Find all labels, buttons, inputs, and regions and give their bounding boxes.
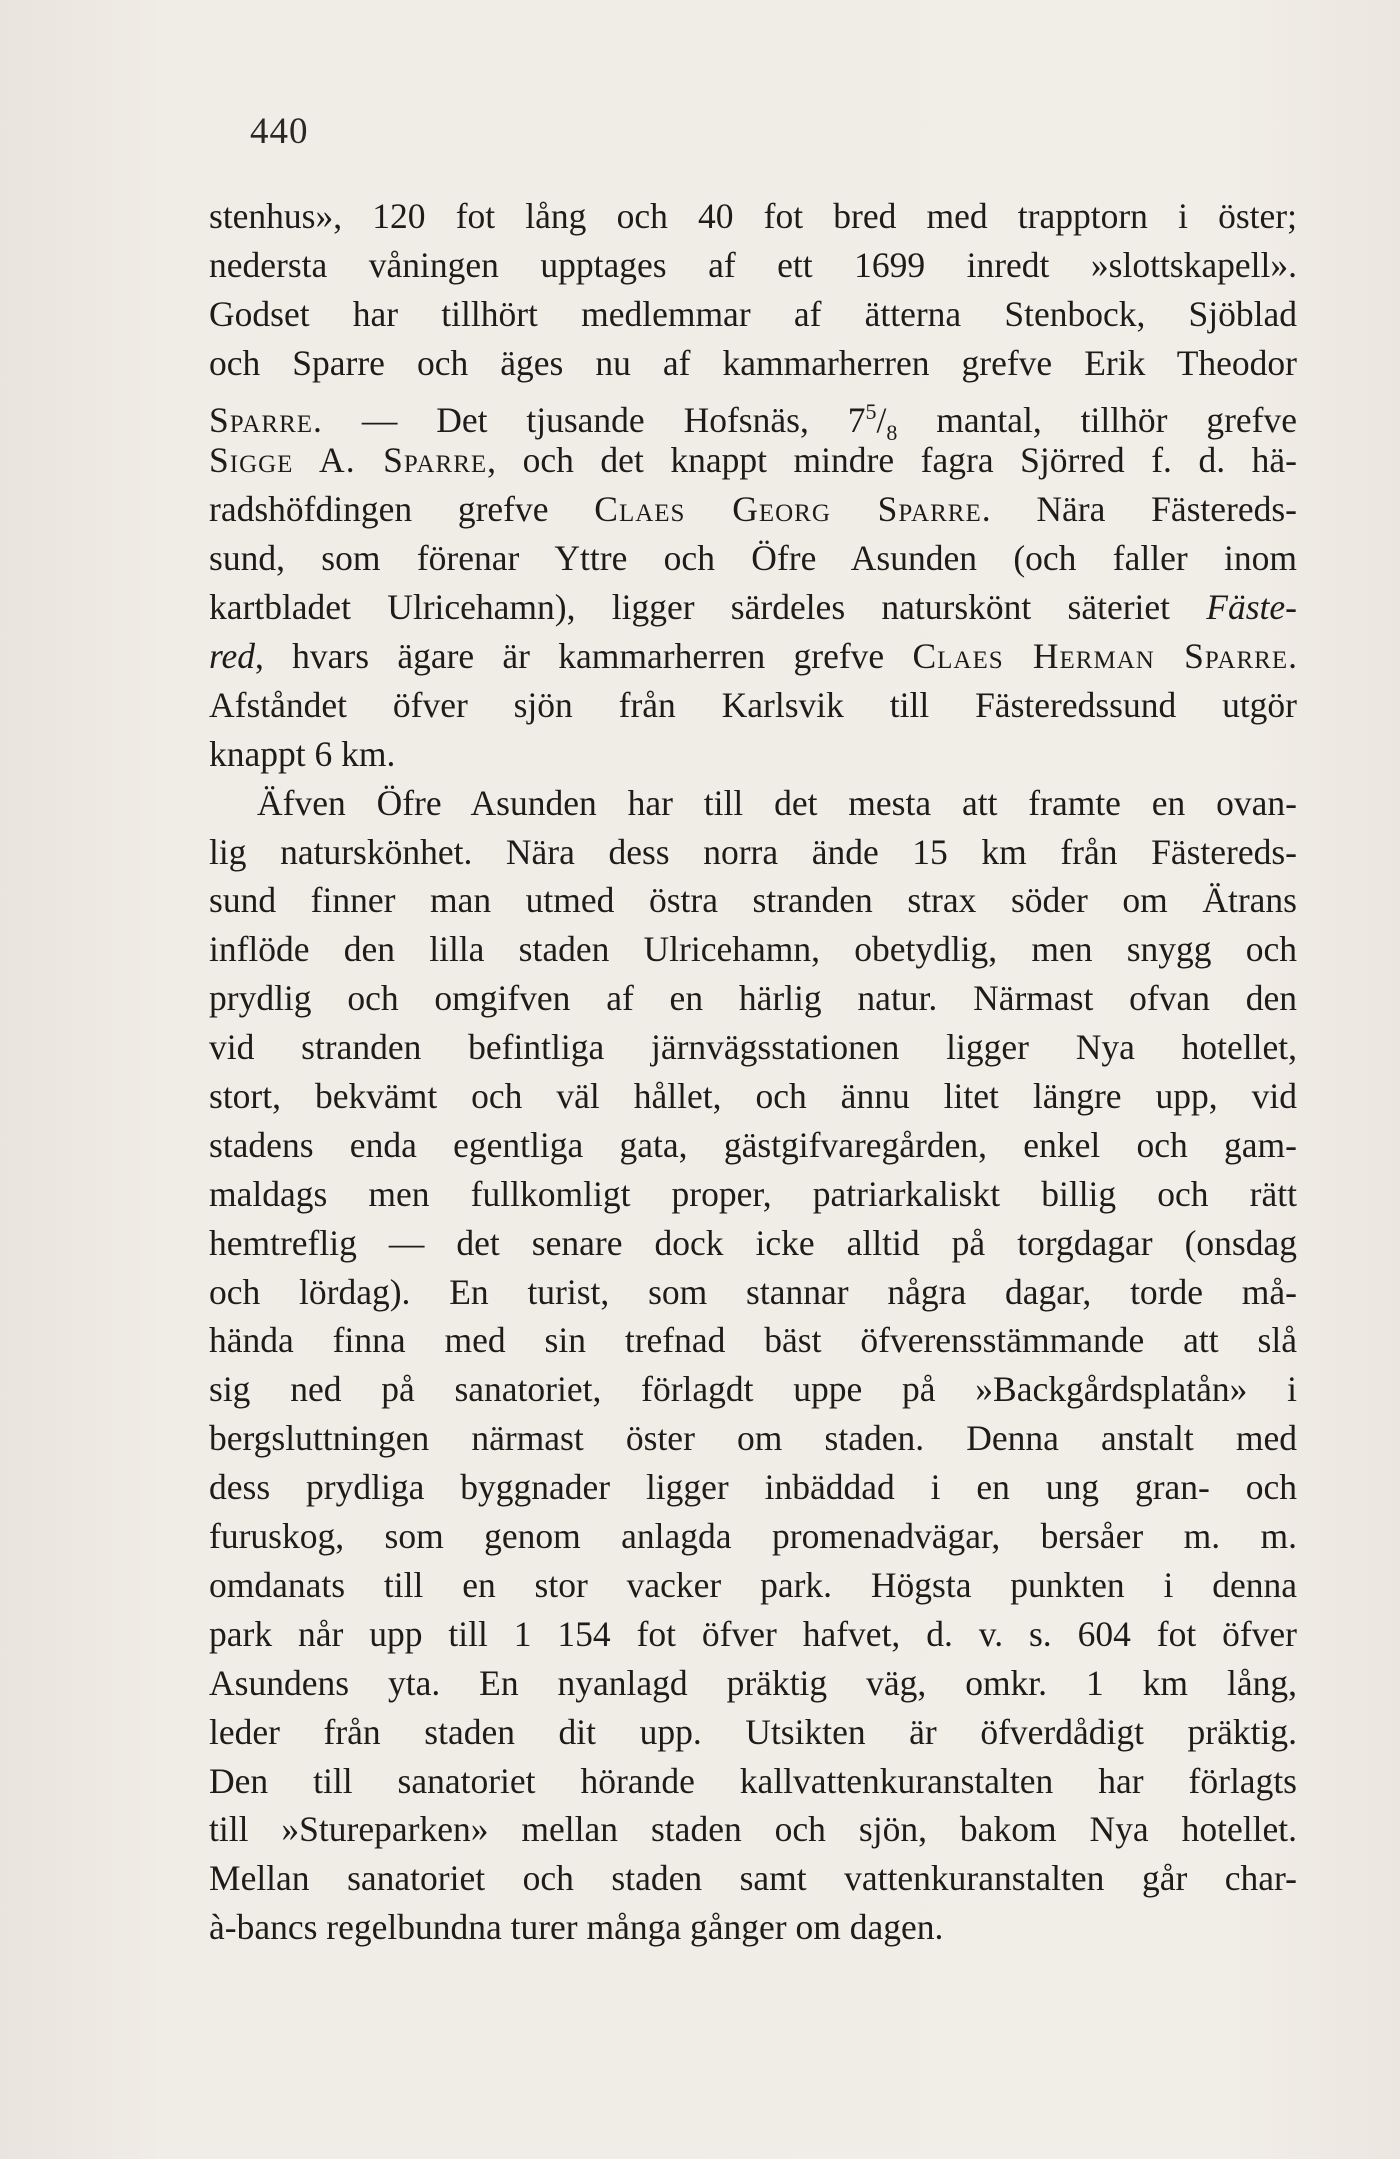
page-number: 440: [250, 111, 309, 152]
name-sparre: Sparre.: [209, 399, 323, 440]
text-line: furuskog, som genom anlagda promenadvägar, bersåer m. m.: [209, 1516, 1297, 1557]
place-fastered-cont: red: [209, 636, 256, 677]
text-fragment: — Det tjusande Hofsnäs, 7: [322, 399, 866, 440]
text-line: hemtreflig — det senare dock icke alltid på torgdagar (onsdag: [209, 1222, 1297, 1263]
text-line: lig naturskönhet. Nära dess norra ände 15 km från Fästereds-: [209, 831, 1297, 872]
text-line: knappt 6 km.: [209, 733, 396, 774]
text-fragment: kartbladet Ulricehamn), ligger särdeles naturskönt säteriet: [209, 587, 1207, 628]
text-line: [209, 485, 1297, 534]
text-line: [209, 388, 1297, 445]
text-line: park når upp till 1 154 fot öfver hafvet, d. v. s. 604 fot öfver: [209, 1613, 1297, 1654]
text-line: Afståndet öfver sjön från Karlsvik till Fästeredssund utgör: [209, 684, 1297, 725]
fraction-numerator: 5: [865, 398, 877, 424]
name-claes-georg-sparre: Claes Georg Sparre: [594, 489, 982, 530]
text-line: stadens enda egentliga gata, gästgifvaregården, enkel och gam-: [209, 1124, 1297, 1165]
name-sigge-sparre: Sigge A. Sparre: [209, 440, 488, 481]
text-line: stort, bekvämt och väl hållet, och ännu litet längre upp, vid: [209, 1076, 1297, 1117]
text-line: till »Stureparken» mellan staden och sjön, bakom Nya hotellet.: [209, 1809, 1297, 1850]
text-line: maldags men fullkomligt proper, patriarkaliskt billig och rätt: [209, 1173, 1297, 1214]
text-line: inflöde den lilla staden Ulricehamn, obetydlig, men snygg och: [209, 929, 1297, 970]
text-fragment: radshöfdingen grefve: [209, 489, 595, 530]
text-line: bergsluttningen närmast öster om staden. Denna anstalt med: [209, 1418, 1297, 1459]
fraction-slash: /: [876, 399, 887, 440]
text-line: à-bancs regelbundna turer många gånger om dagen.: [209, 1907, 944, 1948]
text-line: prydlig och omgifven af en härlig natur. Närmast ofvan den: [209, 978, 1297, 1019]
text-fragment: , och det knappt mindre fagra Sjörred f. d. hä-: [487, 440, 1297, 481]
text-line: och lördag). En turist, som stannar några dagar, torde må-: [209, 1271, 1297, 1312]
text-fragment: . Nära Fästereds-: [981, 489, 1297, 530]
fraction-denominator: 8: [886, 419, 898, 445]
text-line: [209, 436, 1297, 485]
text-line: sund, som förenar Yttre och Öfre Asunden (och faller inom: [209, 538, 1297, 579]
text-fragment: mantal, tillhör grefve: [897, 399, 1297, 440]
text-line: hända finna med sin trefnad bäst öfverensstämmande att slå: [209, 1320, 1297, 1361]
text-line: Asundens yta. En nyanlagd präktig väg, omkr. 1 km lång,: [209, 1662, 1297, 1703]
text-line: Mellan sanatoriet och staden samt vattenkuranstalten går char-: [209, 1858, 1297, 1899]
text-line: Den till sanatoriet hörande kallvattenkuranstalten har förlagts: [209, 1760, 1297, 1801]
name-claes-herman-sparre: Claes Herman Sparre: [912, 636, 1289, 677]
text-line: omdanats till en stor vacker park. Högsta punkten i denna: [209, 1564, 1297, 1605]
text-line: [209, 632, 1297, 681]
text-line: Äfven Öfre Asunden har till det mesta att framte en ovan-: [257, 782, 1297, 823]
text-line: nedersta våningen upptages af ett 1699 inredt »slottskapell».: [209, 244, 1297, 285]
text-line: Godset har tillhört medlemmar af ätterna Stenbock, Sjöblad: [209, 293, 1297, 334]
text-fragment: , hvars ägare är kammarherren grefve: [255, 636, 913, 677]
text-line: leder från staden dit upp. Utsikten är öfverdådigt präktig.: [209, 1711, 1297, 1752]
text-line: sig ned på sanatoriet, förlagdt uppe på »Backgårdsplatån» i: [209, 1369, 1297, 1410]
text-line: stenhus», 120 fot lång och 40 fot bred med trapptorn i öster;: [209, 196, 1297, 236]
text-line: vid stranden befintliga järnvägsstationen ligger Nya hotellet,: [209, 1027, 1297, 1068]
text-line: [209, 583, 1297, 632]
place-fastered: Fäste-: [1206, 587, 1297, 628]
text-fragment: .: [1288, 636, 1297, 677]
text-line: och Sparre och äges nu af kammarherren grefve Erik Theodor: [209, 342, 1297, 383]
text-line: dess prydliga byggnader ligger inbäddad i en ung gran- och: [209, 1467, 1297, 1508]
text-line: sund finner man utmed östra stranden strax söder om Ätrans: [209, 880, 1297, 921]
body-text: [209, 192, 1297, 1952]
